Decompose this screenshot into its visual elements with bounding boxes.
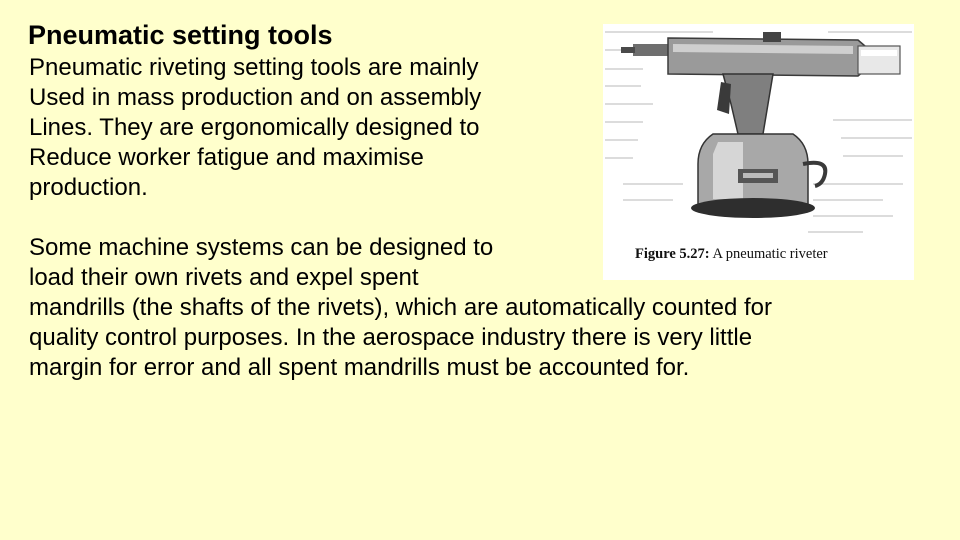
figure-caption-text: A pneumatic riveter	[709, 246, 828, 262]
detail-line: quality control purposes. In the aerospace industry there is very little	[29, 324, 753, 351]
riveter-trigger	[717, 82, 731, 114]
detail-paragraph	[29, 233, 929, 383]
intro-line: Used in mass production and on assembly	[29, 84, 482, 111]
intro-line: production.	[29, 174, 148, 201]
riveter-handle	[723, 74, 773, 134]
riveter-nozzle	[633, 44, 673, 56]
detail-line: mandrills (the shafts of the rivets), which are automatically counted for	[29, 294, 772, 321]
slide-title: Pneumatic setting tools	[28, 20, 333, 50]
detail-line: margin for error and all spent mandrills must be accounted for.	[29, 354, 690, 381]
figure-caption-label: Figure 5.27:	[635, 246, 710, 262]
intro-line: Pneumatic riveting setting tools are mainly	[29, 54, 479, 81]
detail-line: load their own rivets and expel spent	[29, 264, 419, 291]
intro-paragraph	[29, 53, 589, 203]
riveter-base	[691, 198, 815, 218]
riveter-barrel	[668, 38, 865, 76]
detail-line: Some machine systems can be designed to	[29, 234, 494, 261]
intro-line: Lines. They are ergonomically designed to	[29, 114, 480, 141]
intro-line: Reduce worker fatigue and maximise	[29, 144, 424, 171]
